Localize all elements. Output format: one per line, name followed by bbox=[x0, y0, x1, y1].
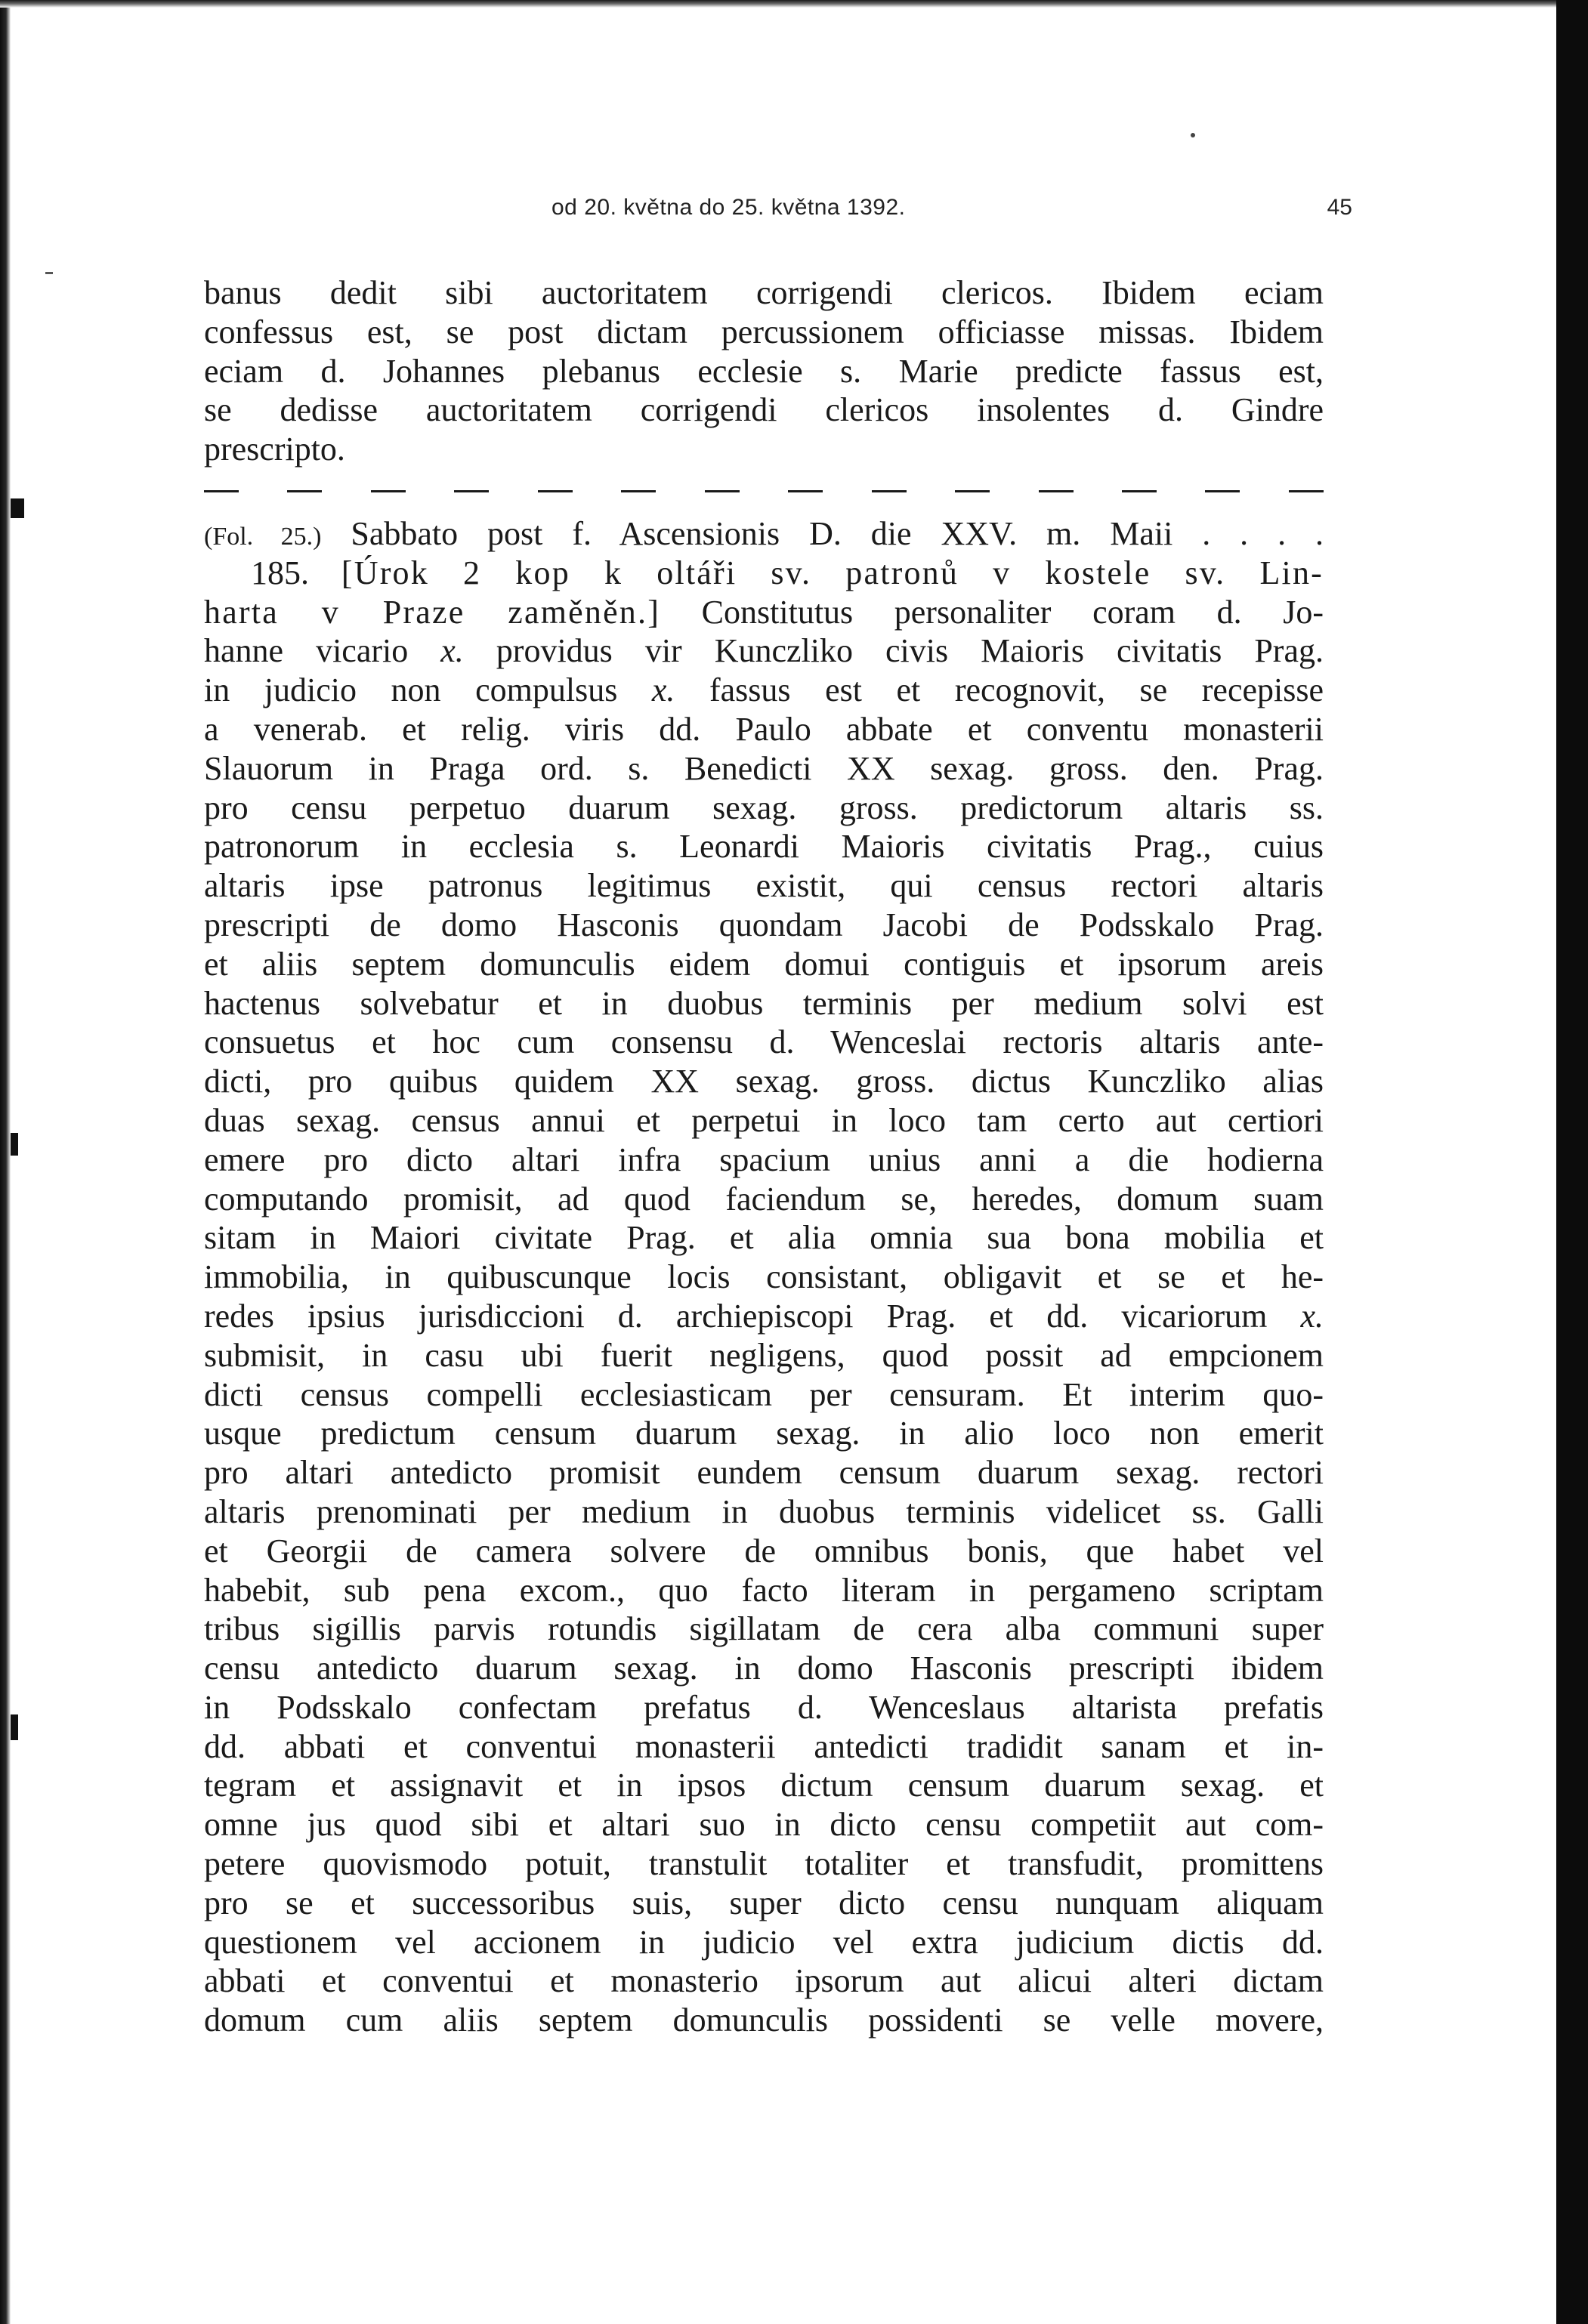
text-line: et Georgii de camera solvere de omnibus bonis, que habet vel bbox=[204, 1532, 1324, 1569]
page-body bbox=[204, 273, 1324, 2040]
text-line: omne jus quod sibi et altari suo in dicto censu competiit aut com- bbox=[204, 1806, 1324, 1844]
text-line: duas sexag. census annui et perpetui in loco tam certo aut certiori bbox=[204, 1101, 1324, 1139]
paragraph-top bbox=[204, 273, 1324, 469]
text-line: submisit, in casu ubi fuerit negligens, quod possit ad empcionem bbox=[204, 1336, 1324, 1374]
text-line: questionem vel accionem in judicio vel extra judicium dictis dd. bbox=[204, 1923, 1324, 1961]
text-line: tegram et assignavit et in ipsos dictum censum duarum sexag. et bbox=[204, 1767, 1324, 1804]
text-line: se dedisse auctoritatem corrigendi clericos insolentes d. Gindre bbox=[204, 391, 1324, 429]
text-segment: Constitutus personaliter coram d. Jo- bbox=[701, 593, 1324, 631]
text-line: altaris prenominati per medium in duobus terminis videlicet ss. Galli bbox=[204, 1492, 1324, 1530]
scan-edge-left bbox=[0, 0, 11, 2324]
text-line: tribus sigillis parvis rotundis sigillatam de cera alba communi super bbox=[204, 1610, 1324, 1648]
text-line: computando promisit, ad quod faciendum se, heredes, domum suam bbox=[204, 1180, 1324, 1218]
text-line: pro censu perpetuo duarum sexag. gross. predictorum altaris ss. bbox=[204, 789, 1324, 826]
text-line: in Podsskalo confectam prefatus d. Wenceslaus altarista prefatis bbox=[204, 1688, 1324, 1726]
text-line: usque predictum censum duarum sexag. in alio loco non emerit bbox=[204, 1415, 1324, 1452]
margin-mark bbox=[11, 498, 24, 518]
text-segment: providus vir Kunczliko civis Maioris civitatis Prag. bbox=[496, 632, 1324, 670]
text-line: dicti, pro quibus quidem XX sexag. gross. dictus Kunczliko alias bbox=[204, 1063, 1324, 1100]
czech-summary: [Úrok 2 kop k oltáři sv. patronů v kostele sv. Lin- bbox=[341, 554, 1324, 591]
entry-185 bbox=[204, 554, 1324, 2040]
page-number: 45 bbox=[1327, 195, 1352, 220]
text-line: Slauorum in Praga ord. s. Benedicti XX sexag. gross. den. Prag. bbox=[204, 749, 1324, 787]
text-line: confessus est, se post dictam percussionem officiasse missas. Ibidem bbox=[204, 313, 1324, 350]
text-line: patronorum in ecclesia s. Leonardi Maioris civitatis Prag., cuius bbox=[204, 828, 1324, 866]
entry-date: Sabbato post f. Ascensionis D. die XXV. m. Maii . . . . bbox=[351, 514, 1324, 552]
margin-mark bbox=[1191, 133, 1195, 137]
section-divider bbox=[204, 469, 1324, 514]
text-line: altaris ipse patronus legitimus existit, qui census rectori altaris bbox=[204, 867, 1324, 905]
text-line bbox=[204, 593, 1324, 632]
text-line: abbati et conventui et monasterio ipsorum aut alicui alteri dictam bbox=[204, 1962, 1324, 2000]
scan-edge-right bbox=[1556, 0, 1588, 2324]
text-segment: redes ipsius jurisdiccioni d. archiepiscopi Prag. et dd. vicariorum bbox=[204, 1297, 1268, 1335]
text-segment: hanne vicario bbox=[204, 632, 409, 670]
text-line: a venerab. et relig. viris dd. Paulo abbate et conventu monasterii bbox=[204, 710, 1324, 748]
text-line: domum cum aliis septem domunculis possidenti se velle movere, bbox=[204, 2001, 1324, 2039]
text-line: dd. abbati et conventui monasterii antedicti tradidit sanam et in- bbox=[204, 1727, 1324, 1765]
entry-number: 185. bbox=[251, 554, 309, 591]
text-line: sitam in Maiori civitate Prag. et alia omnia sua bona mobilia et bbox=[204, 1219, 1324, 1257]
entry-heading bbox=[204, 514, 1324, 554]
folio-reference: (Fol. 25.) bbox=[204, 522, 322, 551]
text-line: banus dedit sibi auctoritatem corrigendi clericos. Ibidem eciam bbox=[204, 274, 1324, 311]
text-line: prescripti de domo Hasconis quondam Jacobi de Podsskalo Prag. bbox=[204, 906, 1324, 943]
running-head bbox=[204, 195, 1352, 233]
text-line: eciam d. Johannes plebanus ecclesie s. Marie predicte fassus est, bbox=[204, 352, 1324, 390]
abbreviation-x: x. bbox=[651, 671, 675, 709]
text-line: emere pro dicto altari infra spacium unius anni a die hodierna bbox=[204, 1140, 1324, 1178]
text-line: pro se et successoribus suis, super dicto censu nunquam aliquam bbox=[204, 1884, 1324, 1921]
text-line: dicti census compelli ecclesiasticam per censuram. Et interim quo- bbox=[204, 1375, 1324, 1413]
entry-first-line bbox=[204, 554, 1324, 593]
margin-mark bbox=[45, 272, 53, 274]
scan-edge-top bbox=[0, 0, 1556, 8]
text-segment: in judicio non compulsus bbox=[204, 671, 618, 709]
margin-mark bbox=[11, 1133, 18, 1156]
abbreviation-x: x. bbox=[440, 632, 464, 670]
text-line: petere quovismodo potuit, transtulit totaliter et transfudit, promittens bbox=[204, 1845, 1324, 1883]
margin-mark bbox=[11, 1714, 18, 1740]
text-line: et aliis septem domunculis eidem domui contiguis et ipsorum areis bbox=[204, 945, 1324, 983]
text-line: censu antedicto duarum sexag. in domo Hasconis prescripti ibidem bbox=[204, 1650, 1324, 1687]
text-line: hactenus solvebatur et in duobus terminis per medium solvi est bbox=[204, 984, 1324, 1022]
czech-summary: harta v Praze zaměněn.] bbox=[204, 593, 661, 631]
text-segment: fassus est et recognovit, se recepisse bbox=[709, 671, 1324, 709]
text-line bbox=[204, 1297, 1324, 1336]
text-line: habebit, sub pena excom., quo facto literam in pergameno scriptam bbox=[204, 1571, 1324, 1609]
text-line bbox=[204, 671, 1324, 710]
running-title: od 20. května do 25. května 1392. bbox=[551, 195, 906, 220]
text-line: pro altari antedicto promisit eundem censum duarum sexag. rectori bbox=[204, 1454, 1324, 1492]
abbreviation-x: x. bbox=[1300, 1297, 1324, 1335]
text-line bbox=[204, 631, 1324, 671]
text-line: consuetus et hoc cum consensu d. Wenceslai rectoris altaris ante- bbox=[204, 1023, 1324, 1061]
text-line: immobilia, in quibuscunque locis consistant, obligavit et se et he- bbox=[204, 1258, 1324, 1296]
text-line: prescripto. bbox=[204, 431, 345, 468]
